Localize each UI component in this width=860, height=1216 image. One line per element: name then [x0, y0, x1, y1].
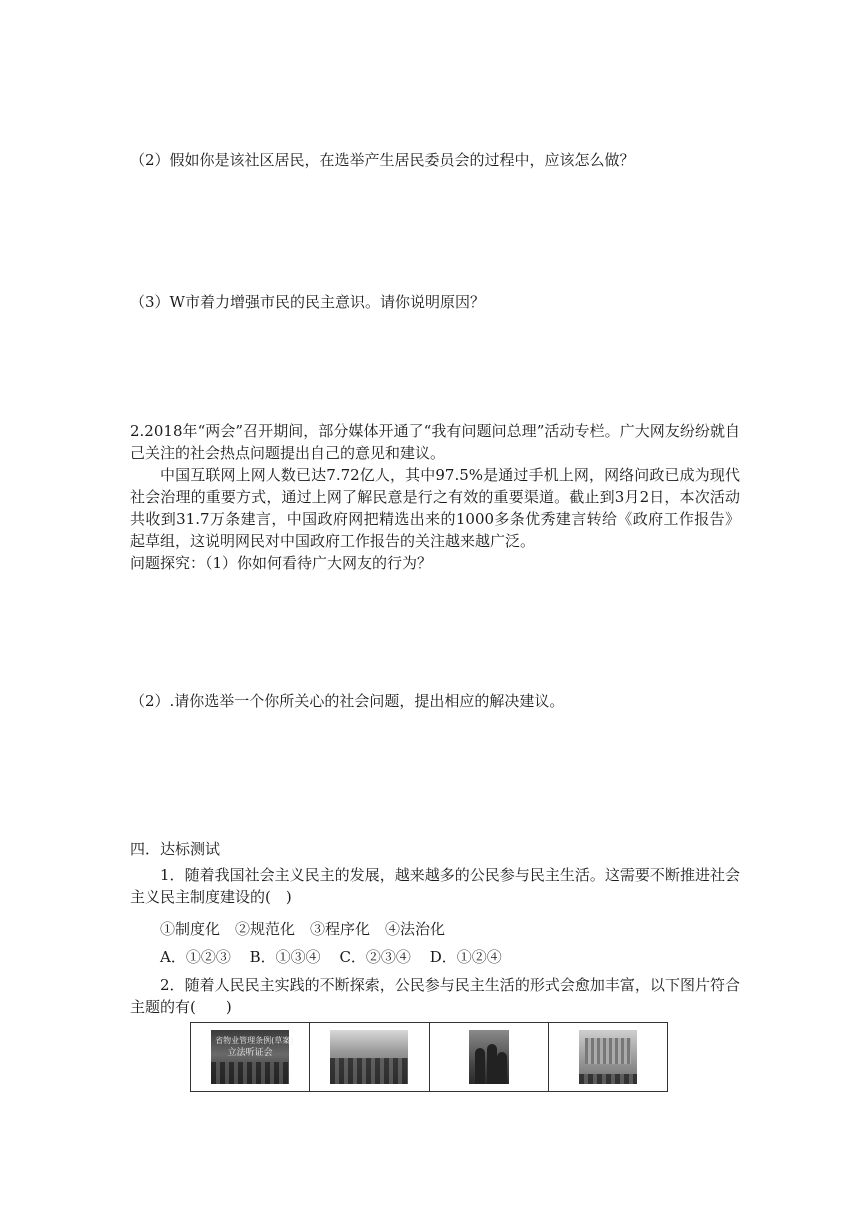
photo-table [190, 1022, 668, 1092]
hearing-sign-top: 省物业管理条例(草案) [215, 1036, 294, 1045]
officials-walking-photo [469, 1030, 509, 1084]
photo-cell-2 [310, 1023, 429, 1091]
item2-explore: 问题探究：（1）你如何看待广大网友的行为？ [130, 554, 433, 572]
mc1-options [160, 946, 516, 968]
meeting-photo [330, 1030, 408, 1084]
government-building-photo [579, 1030, 637, 1084]
question-3: （3）W市着力增强市民的民主意识。请你说明原因？ [130, 293, 485, 311]
item2-intro: 2.2018年“两会”召开期间，部分媒体开通了“我有问题问总理”活动专栏。广大网友纷纷就自己关注的社会热点问题提出自己的意见和建议。 [130, 422, 740, 462]
photo-cell-1 [191, 1023, 310, 1091]
photo-cell-4 [549, 1023, 667, 1091]
mc1-option-d: D．①②④ [429, 948, 502, 966]
item2-subquestion-2: （2）.请你选举一个你所关心的社会问题，提出相应的解决建议。 [130, 692, 565, 710]
mc2-stem: 2．随着人民民主实践的不断探索，公民参与民主生活的形式会愈加丰富，以下图片符合主题的有( ) [130, 976, 740, 1016]
photo-cell-3 [430, 1023, 549, 1091]
mc1-option-a: A．①②③ [160, 948, 231, 966]
mc1-items: ①制度化 ②规范化 ③程序化 ④法治化 [160, 920, 446, 938]
hearing-sign-bottom: 立法听证会 [227, 1048, 273, 1058]
question-2: （2）假如你是该社区居民，在选举产生居民委员会的过程中，应该怎么做？ [130, 151, 635, 169]
mc1-option-c: C．②③④ [339, 948, 411, 966]
hearing-photo [211, 1030, 294, 1084]
mc1-stem: 1．随着我国社会主义民主的发展，越来越多的公民参与民主生活。这需要不断推进社会主义民主制度建设的( ) [130, 866, 740, 906]
section4-heading: 四．达标测试 [130, 840, 221, 858]
item2-body: 中国互联网上网人数已达7.72亿人，其中97.5%是通过手机上网，网络问政已成为现代社会治理的重要方式，通过上网了解民意是行之有效的重要渠道。截止到3月2日，本次活动共收到31.7万条建言，中国政府网把精选出来的1000多条优秀建言转给《政府工作报告》起草组，这说明网民对中国政府工作报告的关注越来越广泛。 [130, 466, 740, 550]
mc1-option-b: B．①③④ [249, 948, 321, 966]
